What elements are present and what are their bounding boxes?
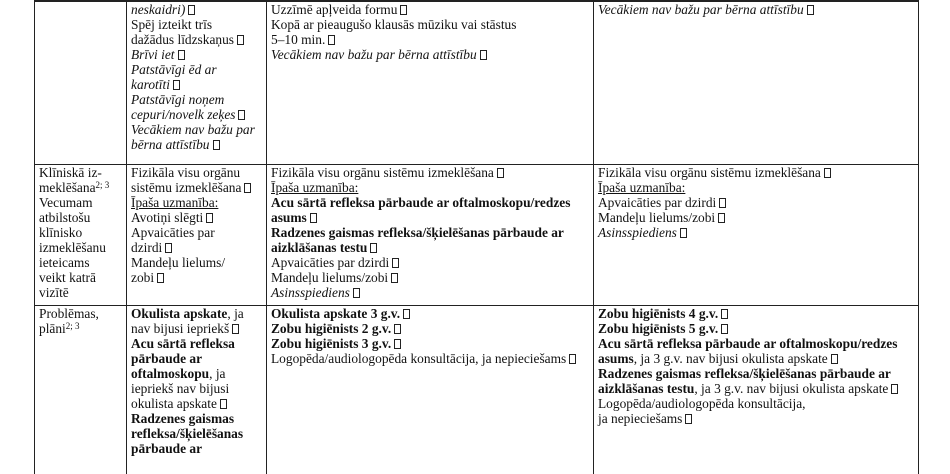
line-text: Zobu higiēnists 5 g.v. <box>598 321 718 336</box>
checkbox-icon[interactable] <box>400 5 407 15</box>
line-text: Zobu higiēnists 2 g.v. <box>271 321 391 336</box>
checkbox-icon[interactable] <box>392 258 399 268</box>
age-column-cell <box>267 1 594 165</box>
line-text: sistēmu izmeklēšana <box>131 180 241 195</box>
text-line <box>131 381 263 396</box>
text-line <box>39 255 123 270</box>
text-line <box>131 17 263 32</box>
line-text: Mandeļu lielums/ <box>131 255 225 270</box>
checkbox-icon[interactable] <box>173 80 180 90</box>
regular-part: , ja <box>209 366 225 381</box>
text-line <box>598 2 915 17</box>
line-text: 5–10 min. <box>271 32 325 47</box>
text-line <box>131 240 263 255</box>
text-line <box>271 180 590 195</box>
checkbox-icon[interactable] <box>370 243 377 253</box>
text-line <box>131 62 263 77</box>
text-line <box>39 285 123 300</box>
line-text: Asinsspiediens <box>271 285 350 300</box>
text-line <box>131 426 263 441</box>
text-line <box>131 366 263 381</box>
text-line <box>131 336 263 351</box>
checkbox-icon[interactable] <box>220 399 227 409</box>
line-text: karotīti <box>131 77 170 92</box>
bold-part: oftalmoskopu <box>131 366 209 381</box>
text-line <box>271 306 590 321</box>
line-text: refleksa/šķielēšanas <box>131 426 243 441</box>
line-text: neskaidri) <box>131 2 185 17</box>
footnote-ref: 2; 3 <box>66 321 80 331</box>
checkbox-icon[interactable] <box>394 339 401 349</box>
text-line <box>131 32 263 47</box>
text-line <box>39 165 123 180</box>
text-line <box>271 210 590 225</box>
line-text: Okulista apskate 3 g.v. <box>271 306 400 321</box>
line-text: Apvaicāties par <box>131 225 215 240</box>
text-line <box>271 336 590 351</box>
line-text: ja nepieciešams <box>598 411 682 426</box>
line-text: zobi <box>131 270 154 285</box>
line-text: nav bijusi iepriekš <box>131 321 229 336</box>
text-line <box>598 306 915 321</box>
text-line <box>598 411 915 426</box>
text-line <box>131 77 263 92</box>
text-line <box>598 225 915 240</box>
section-label-cell <box>35 165 127 306</box>
text-line <box>131 351 263 366</box>
line-text: izmeklēšanu <box>39 240 106 255</box>
line-text: dzirdi <box>131 240 162 255</box>
line-text: plāni <box>39 321 66 336</box>
regular-part: , ja 3 g.v. nav bijusi okulista apskate <box>634 351 828 366</box>
text-line <box>598 336 915 351</box>
checkbox-icon[interactable] <box>328 35 335 45</box>
line-text: Problēmas, <box>39 306 99 321</box>
text-line <box>131 321 263 336</box>
line-text: klīnisko <box>39 225 82 240</box>
line-text: Radzenes gaismas refleksa/šķielēšanas pārbaude ar <box>271 225 564 240</box>
line-text: Fizikāla visu orgānu sistēmu izmeklēšana <box>271 165 494 180</box>
line-text: Mandeļu lielums/zobi <box>271 270 388 285</box>
checkbox-icon[interactable] <box>891 384 898 394</box>
line-text: Vecākiem nav bažu par bērna attīstību <box>271 47 477 62</box>
text-line <box>131 180 263 195</box>
line-text: Klīniskā iz- <box>39 165 102 180</box>
checkbox-icon[interactable] <box>310 213 317 223</box>
checkbox-icon[interactable] <box>244 183 251 193</box>
checkbox-icon[interactable] <box>394 324 401 334</box>
text-line <box>271 285 590 300</box>
checkbox-icon[interactable] <box>721 309 728 319</box>
text-line <box>131 411 263 426</box>
text-line <box>131 47 263 62</box>
checkbox-icon[interactable] <box>718 213 725 223</box>
line-text: asums <box>271 210 307 225</box>
text-line <box>271 225 590 240</box>
line-text: Acu sārtā refleksa <box>131 336 235 351</box>
line-text: Fizikāla visu orgānu sistēmu izmeklēšana <box>598 165 821 180</box>
line-text: Zobu higiēnists 4 g.v. <box>598 306 718 321</box>
text-line <box>131 441 263 456</box>
checkbox-icon[interactable] <box>680 228 687 238</box>
checkbox-icon[interactable] <box>188 5 195 15</box>
line-text: atbilstošu <box>39 210 90 225</box>
line-text: meklēšana <box>39 180 96 195</box>
line-text: Patstāvīgi ēd ar <box>131 62 217 77</box>
age-column-cell <box>127 165 267 306</box>
text-line <box>271 270 590 285</box>
line-text: pārbaude ar <box>131 351 202 366</box>
checkbox-icon[interactable] <box>480 50 487 60</box>
age-column-cell <box>127 1 267 165</box>
text-line <box>131 210 263 225</box>
text-line <box>598 195 915 210</box>
line-text: vizītē <box>39 285 69 300</box>
checkbox-icon[interactable] <box>807 5 814 15</box>
text-line <box>271 2 590 17</box>
text-line <box>271 321 590 336</box>
checkbox-icon[interactable] <box>403 309 410 319</box>
line-text: Kopā ar pieaugušo klausās mūziku vai stāstus <box>271 17 516 32</box>
text-line <box>271 240 590 255</box>
text-line <box>598 165 915 180</box>
text-line <box>39 195 123 210</box>
checkbox-icon[interactable] <box>569 354 576 364</box>
line-text: okulista apskate <box>131 396 217 411</box>
line-text: Vecākiem nav bažu par <box>131 122 255 137</box>
checkbox-icon[interactable] <box>232 324 239 334</box>
text-line <box>131 195 263 210</box>
text-line <box>271 32 590 47</box>
checkbox-icon[interactable] <box>165 243 172 253</box>
text-line <box>39 306 123 321</box>
line-text: Apvaicāties par dzirdi <box>598 195 716 210</box>
line-text: Asinsspiediens <box>598 225 677 240</box>
text-line <box>598 351 915 366</box>
table-row <box>35 306 919 474</box>
checkbox-icon[interactable] <box>238 110 245 120</box>
bold-part: Okulista apskate <box>131 306 227 321</box>
text-line <box>131 225 263 240</box>
line-text: Īpaša uzmanība: <box>598 180 685 195</box>
line-text: Radzenes gaismas refleksa/šķielēšanas pārbaude ar <box>598 366 891 381</box>
checkbox-icon[interactable] <box>685 414 692 424</box>
checkbox-icon[interactable] <box>353 288 360 298</box>
checkbox-icon[interactable] <box>237 35 244 45</box>
text-line <box>131 255 263 270</box>
age-column-cell <box>267 306 594 474</box>
line-text: Uzzīmē apļveida formu <box>271 2 397 17</box>
line-text: Zobu higiēnists 3 g.v. <box>271 336 391 351</box>
line-text: Vecumam <box>39 195 93 210</box>
age-column-cell <box>594 306 919 474</box>
text-line <box>131 306 263 321</box>
age-column-cell <box>267 165 594 306</box>
line-text: Patstāvīgi noņem <box>131 92 224 107</box>
line-text: Īpaša uzmanība: <box>271 180 358 195</box>
line-text: Mandeļu lielums/zobi <box>598 210 715 225</box>
checkbox-icon[interactable] <box>391 273 398 283</box>
checkbox-icon[interactable] <box>497 168 504 178</box>
line-text: veikt katrā <box>39 270 96 285</box>
section-label-cell <box>35 306 127 474</box>
text-line <box>131 2 263 17</box>
line-text: bērna attīstību <box>131 137 210 152</box>
schedule-table <box>34 0 919 474</box>
text-line <box>39 180 123 195</box>
text-line <box>271 17 590 32</box>
regular-part: , ja 3 g.v. nav bijusi okulista apskate <box>694 381 888 396</box>
text-line <box>271 165 590 180</box>
bold-part: asums <box>598 351 634 366</box>
regular-part: , ja <box>227 306 243 321</box>
section-label-cell <box>35 1 127 165</box>
line-text: aizklāšanas testu <box>271 240 367 255</box>
line-text: Logopēda/audiologopēda konsultācija, <box>598 396 806 411</box>
line-text: Acu sārtā refleksa pārbaude ar oftalmoskopu/redzes <box>271 195 570 210</box>
text-line <box>131 137 263 152</box>
text-line <box>598 396 915 411</box>
checkbox-icon[interactable] <box>206 213 213 223</box>
bold-part: aizklāšanas testu <box>598 381 694 396</box>
line-text: Fizikāla visu orgānu <box>131 165 240 180</box>
text-line <box>271 351 590 366</box>
text-line <box>39 321 123 336</box>
line-text: Apvaicāties par dzirdi <box>271 255 389 270</box>
checkbox-icon[interactable] <box>719 198 726 208</box>
checkbox-icon[interactable] <box>157 273 164 283</box>
line-text: pārbaude ar <box>131 441 202 456</box>
checkbox-icon[interactable] <box>178 50 185 60</box>
age-column-cell <box>594 165 919 306</box>
text-line <box>598 210 915 225</box>
text-line <box>598 366 915 381</box>
text-line <box>271 195 590 210</box>
table-row <box>35 1 919 165</box>
text-line <box>131 270 263 285</box>
line-text: Spēj izteikt trīs <box>131 17 212 32</box>
table-row <box>35 165 919 306</box>
line-text: iepriekš nav bijusi <box>131 381 229 396</box>
text-line <box>39 210 123 225</box>
age-column-cell <box>127 306 267 474</box>
text-line <box>271 255 590 270</box>
line-text: dažādus līdzskaņus <box>131 32 234 47</box>
checkbox-icon[interactable] <box>824 168 831 178</box>
line-text: Radzenes gaismas <box>131 411 234 426</box>
line-text: Acu sārtā refleksa pārbaude ar oftalmoskopu/redzes <box>598 336 897 351</box>
checkbox-icon[interactable] <box>831 354 838 364</box>
checkbox-icon[interactable] <box>721 324 728 334</box>
text-line <box>131 122 263 137</box>
age-column-cell <box>594 1 919 165</box>
line-text: ieteicams <box>39 255 90 270</box>
text-line <box>39 240 123 255</box>
line-text: Vecākiem nav bažu par bērna attīstību <box>598 2 804 17</box>
text-line <box>131 107 263 122</box>
text-line <box>39 225 123 240</box>
text-line <box>131 396 263 411</box>
text-line <box>131 92 263 107</box>
text-line <box>598 381 915 396</box>
checkbox-icon[interactable] <box>213 140 220 150</box>
text-line <box>598 180 915 195</box>
line-text: Avotiņi slēgti <box>131 210 203 225</box>
text-line <box>39 270 123 285</box>
line-text: cepuri/novelk zeķes <box>131 107 235 122</box>
line-text: Logopēda/audiologopēda konsultācija, ja nepieciešams <box>271 351 566 366</box>
line-text: Īpaša uzmanība: <box>131 195 218 210</box>
footnote-ref: 2; 3 <box>96 180 110 190</box>
text-line <box>131 165 263 180</box>
line-text: Brīvi iet <box>131 47 175 62</box>
text-line <box>271 47 590 62</box>
text-line <box>598 321 915 336</box>
